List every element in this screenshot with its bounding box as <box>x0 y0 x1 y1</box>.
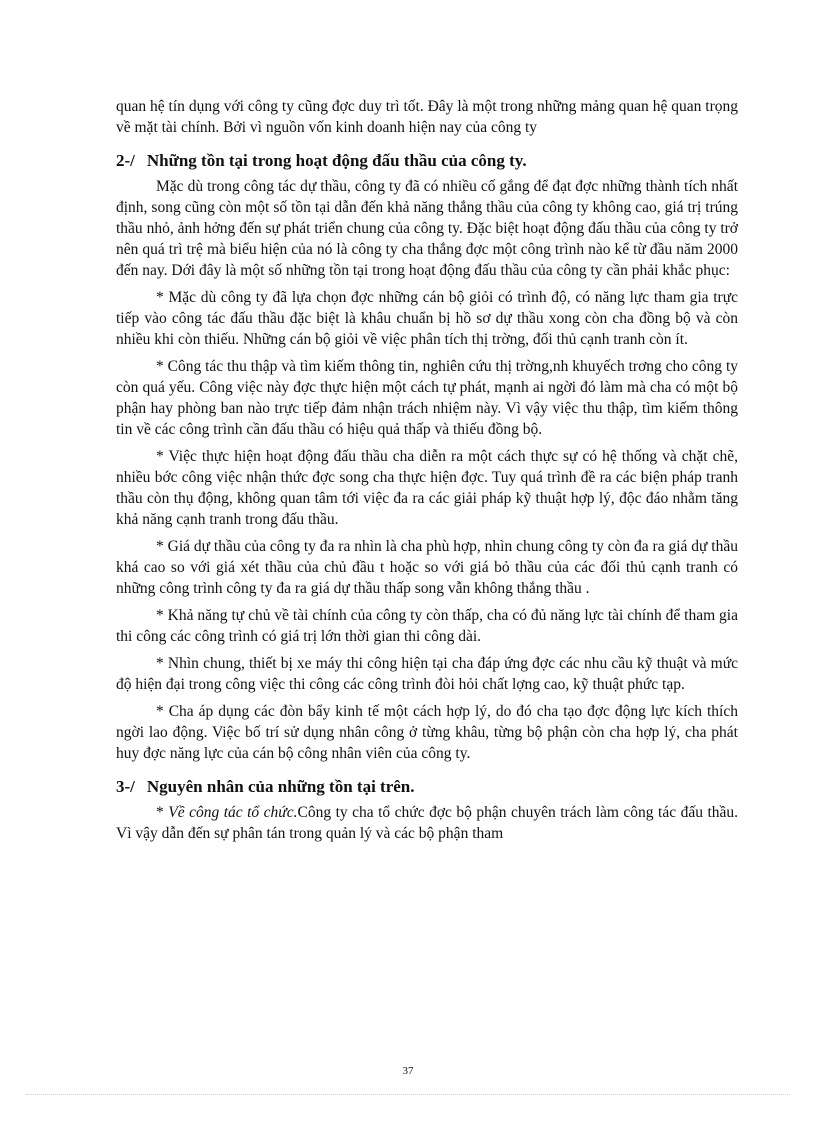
page-number: 37 <box>402 1065 414 1077</box>
page-bottom-divider <box>26 1094 790 1095</box>
bullet-paragraph-staff: * Mặc dù công ty đã lựa chọn đợc những cán bộ giỏi có trình độ, có năng lực tham gia trực tiếp vào công tác đấu thầu đặc biệt là khâu chuẩn bị hồ sơ dự thầu xong còn cha đồng bộ và còn nhiều khi còn thiếu. Những cán bộ giỏi về việc phân tích thị trờng, đối thủ cạnh tranh còn ít. <box>116 289 738 348</box>
section-3-number: 3-/ <box>116 777 135 796</box>
bullet-paragraph-finance: * Khả năng tự chủ về tài chính của công ty còn thấp, cha có đủ năng lực tài chính để tham gia thi công các công trình có giá trị lớn thời gian thi công dài. <box>116 607 738 645</box>
bullet-paragraph-pricing: * Giá dự thầu của công ty đa ra nhìn là cha phù hợp, nhìn chung công ty còn đa ra giá dự thầu khá cao so với giá xét thầu của chủ đầu t hoặc so với giá bỏ thầu của các đối thủ cạnh tranh có những công trình công ty đa ra giá dự thầu thấp song vẫn không thắng thầu . <box>116 538 738 597</box>
organization-subheading: Về công tác tổ chức. <box>168 804 298 821</box>
bullet-marker: * <box>156 804 169 821</box>
section-2-paragraph-overview: Mặc dù trong công tác dự thầu, công ty đã có nhiều cố gắng để đạt đợc những thành tích nhất định, song cũng còn một số tồn tại dẫn đến khả năng thắng thầu của công ty không cao, giá trị trúng thầu nhỏ, ảnh hởng đến sự phát triển chung của công ty. Đặc biệt hoạt động đấu thầu của công ty trở nên quá trì trệ mà biểu hiện của nó là công ty cha thắng đợc một công trình nào kể từ đầu năm 2000 đến nay. Dới đây là một số những tồn tại trong hoạt động đấu thầu của công ty cần phải khắc phục: <box>116 178 738 279</box>
section-3-paragraph-organization <box>116 802 738 844</box>
section-2-title: Những tồn tại trong hoạt động đấu thầu của công ty. <box>146 151 527 170</box>
intro-paragraph: quan hệ tín dụng với công ty cũng đợc duy trì tốt. Đây là một trong những mảng quan hệ quan trọng về mặt tài chính. Bởi vì nguồn vốn kinh doanh hiện nay của công ty <box>116 98 738 136</box>
bullet-paragraph-incentives: * Cha áp dụng các đòn bẩy kinh tế một cách hợp lý, do đó cha tạo đợc động lực kích thích ngời lao động. Việc bố trí sử dụng nhân công ở từng khâu, từng bộ phận còn cha hợp lý, cha phát huy đợc năng lực của cán bộ công nhân viên của công ty. <box>116 703 738 762</box>
section-3-title: Nguyên nhân của những tồn tại trên. <box>146 777 415 796</box>
bullet-paragraph-information: * Công tác thu thập và tìm kiếm thông tin, nghiên cứu thị trờng,nh khuyếch trơng cho công ty còn quá yếu. Công việc này đợc thực hiện một cách tự phát, mạnh ai ngời đó làm mà cha có một bộ phận hay phòng ban nào trực tiếp đảm nhận trách nhiệm này. Vì vậy việc thu thập, tìm kiếm thông tin về các công trình cần đấu thầu có hiệu quả thấp và thiếu đồng bộ. <box>116 358 738 438</box>
section-3-heading <box>116 776 738 798</box>
page-body <box>116 96 738 844</box>
bullet-paragraph-equipment: * Nhìn chung, thiết bị xe máy thi công hiện tại cha đáp ứng đợc các nhu cầu kỹ thuật và mức độ hiện đại trong công việc thi công các công trình đòi hỏi chất lợng cao, kỹ thuật phức tạp. <box>116 655 738 693</box>
organization-text: Công ty cha tổ chức đợc bộ phận chuyên trách làm công tác đấu thầu. Vì vậy dẫn đến sự phân tán trong quản lý và các bộ phận tham <box>116 804 739 842</box>
section-2-heading <box>116 150 738 172</box>
bullet-paragraph-process: * Việc thực hiện hoạt động đấu thầu cha diễn ra một cách thực sự có hệ thống và chặt chẽ, nhiều bớc công việc nhận thức đợc song cha thực hiện đợc. Tuy quá trình đề ra các biện pháp tranh thầu còn thụ động, không quan tâm tới việc đa ra các giải pháp kỹ thuật hợp lý, độc đáo nhằm tăng khả năng cạnh tranh trong đấu thầu. <box>116 448 738 528</box>
section-2-number: 2-/ <box>116 151 135 170</box>
